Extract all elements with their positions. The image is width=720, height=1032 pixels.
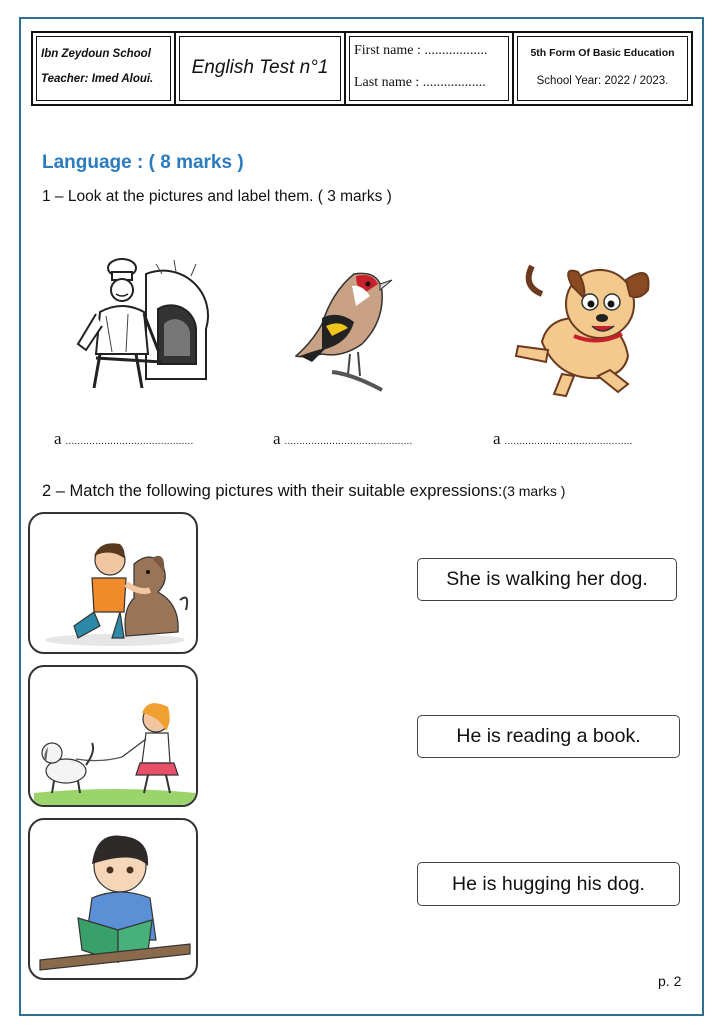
form-level: 5th Form Of Basic Education (530, 47, 675, 59)
question-2: 2 – Match the following pictures with their suitable expressions:(3 marks ) (42, 482, 566, 500)
header-name-cell (346, 33, 514, 104)
girl-walking-dog-icon[interactable] (28, 665, 198, 807)
baker-icon (66, 254, 216, 394)
question-1: 1 – Look at the pictures and label them. ( 3 marks ) (42, 188, 392, 205)
section-title: Language : ( 8 marks ) (42, 152, 244, 173)
expression-1[interactable]: She is walking her dog. (417, 558, 677, 601)
label-blank-1[interactable]: a ........................................... (54, 429, 194, 448)
expression-2[interactable]: He is reading a book. (417, 715, 680, 758)
school-name: Ibn Zeydoun School (41, 48, 151, 60)
page-number: p. 2 (658, 973, 682, 989)
header-table (31, 31, 693, 106)
last-name-field[interactable]: Last name : .................. (354, 75, 486, 90)
test-title: English Test n°1 (191, 57, 329, 78)
header-year-cell (514, 33, 691, 104)
header-school-cell (33, 33, 176, 104)
school-year: School Year: 2022 / 2023. (536, 75, 669, 87)
puppy-dog-icon (502, 246, 662, 404)
teacher-name: Teacher: Imed Aloui. (41, 73, 154, 85)
goldfinch-bird-icon (292, 262, 402, 398)
header-title-cell (176, 33, 346, 104)
boy-hugging-dog-icon[interactable] (28, 512, 198, 654)
first-name-field[interactable]: First name : .................. (354, 43, 488, 58)
expression-3[interactable]: He is hugging his dog. (417, 862, 680, 906)
label-blank-2[interactable]: a ........................................... (273, 429, 413, 448)
label-blank-3[interactable]: a ........................................... (493, 429, 633, 448)
boy-reading-book-icon[interactable] (28, 818, 198, 980)
